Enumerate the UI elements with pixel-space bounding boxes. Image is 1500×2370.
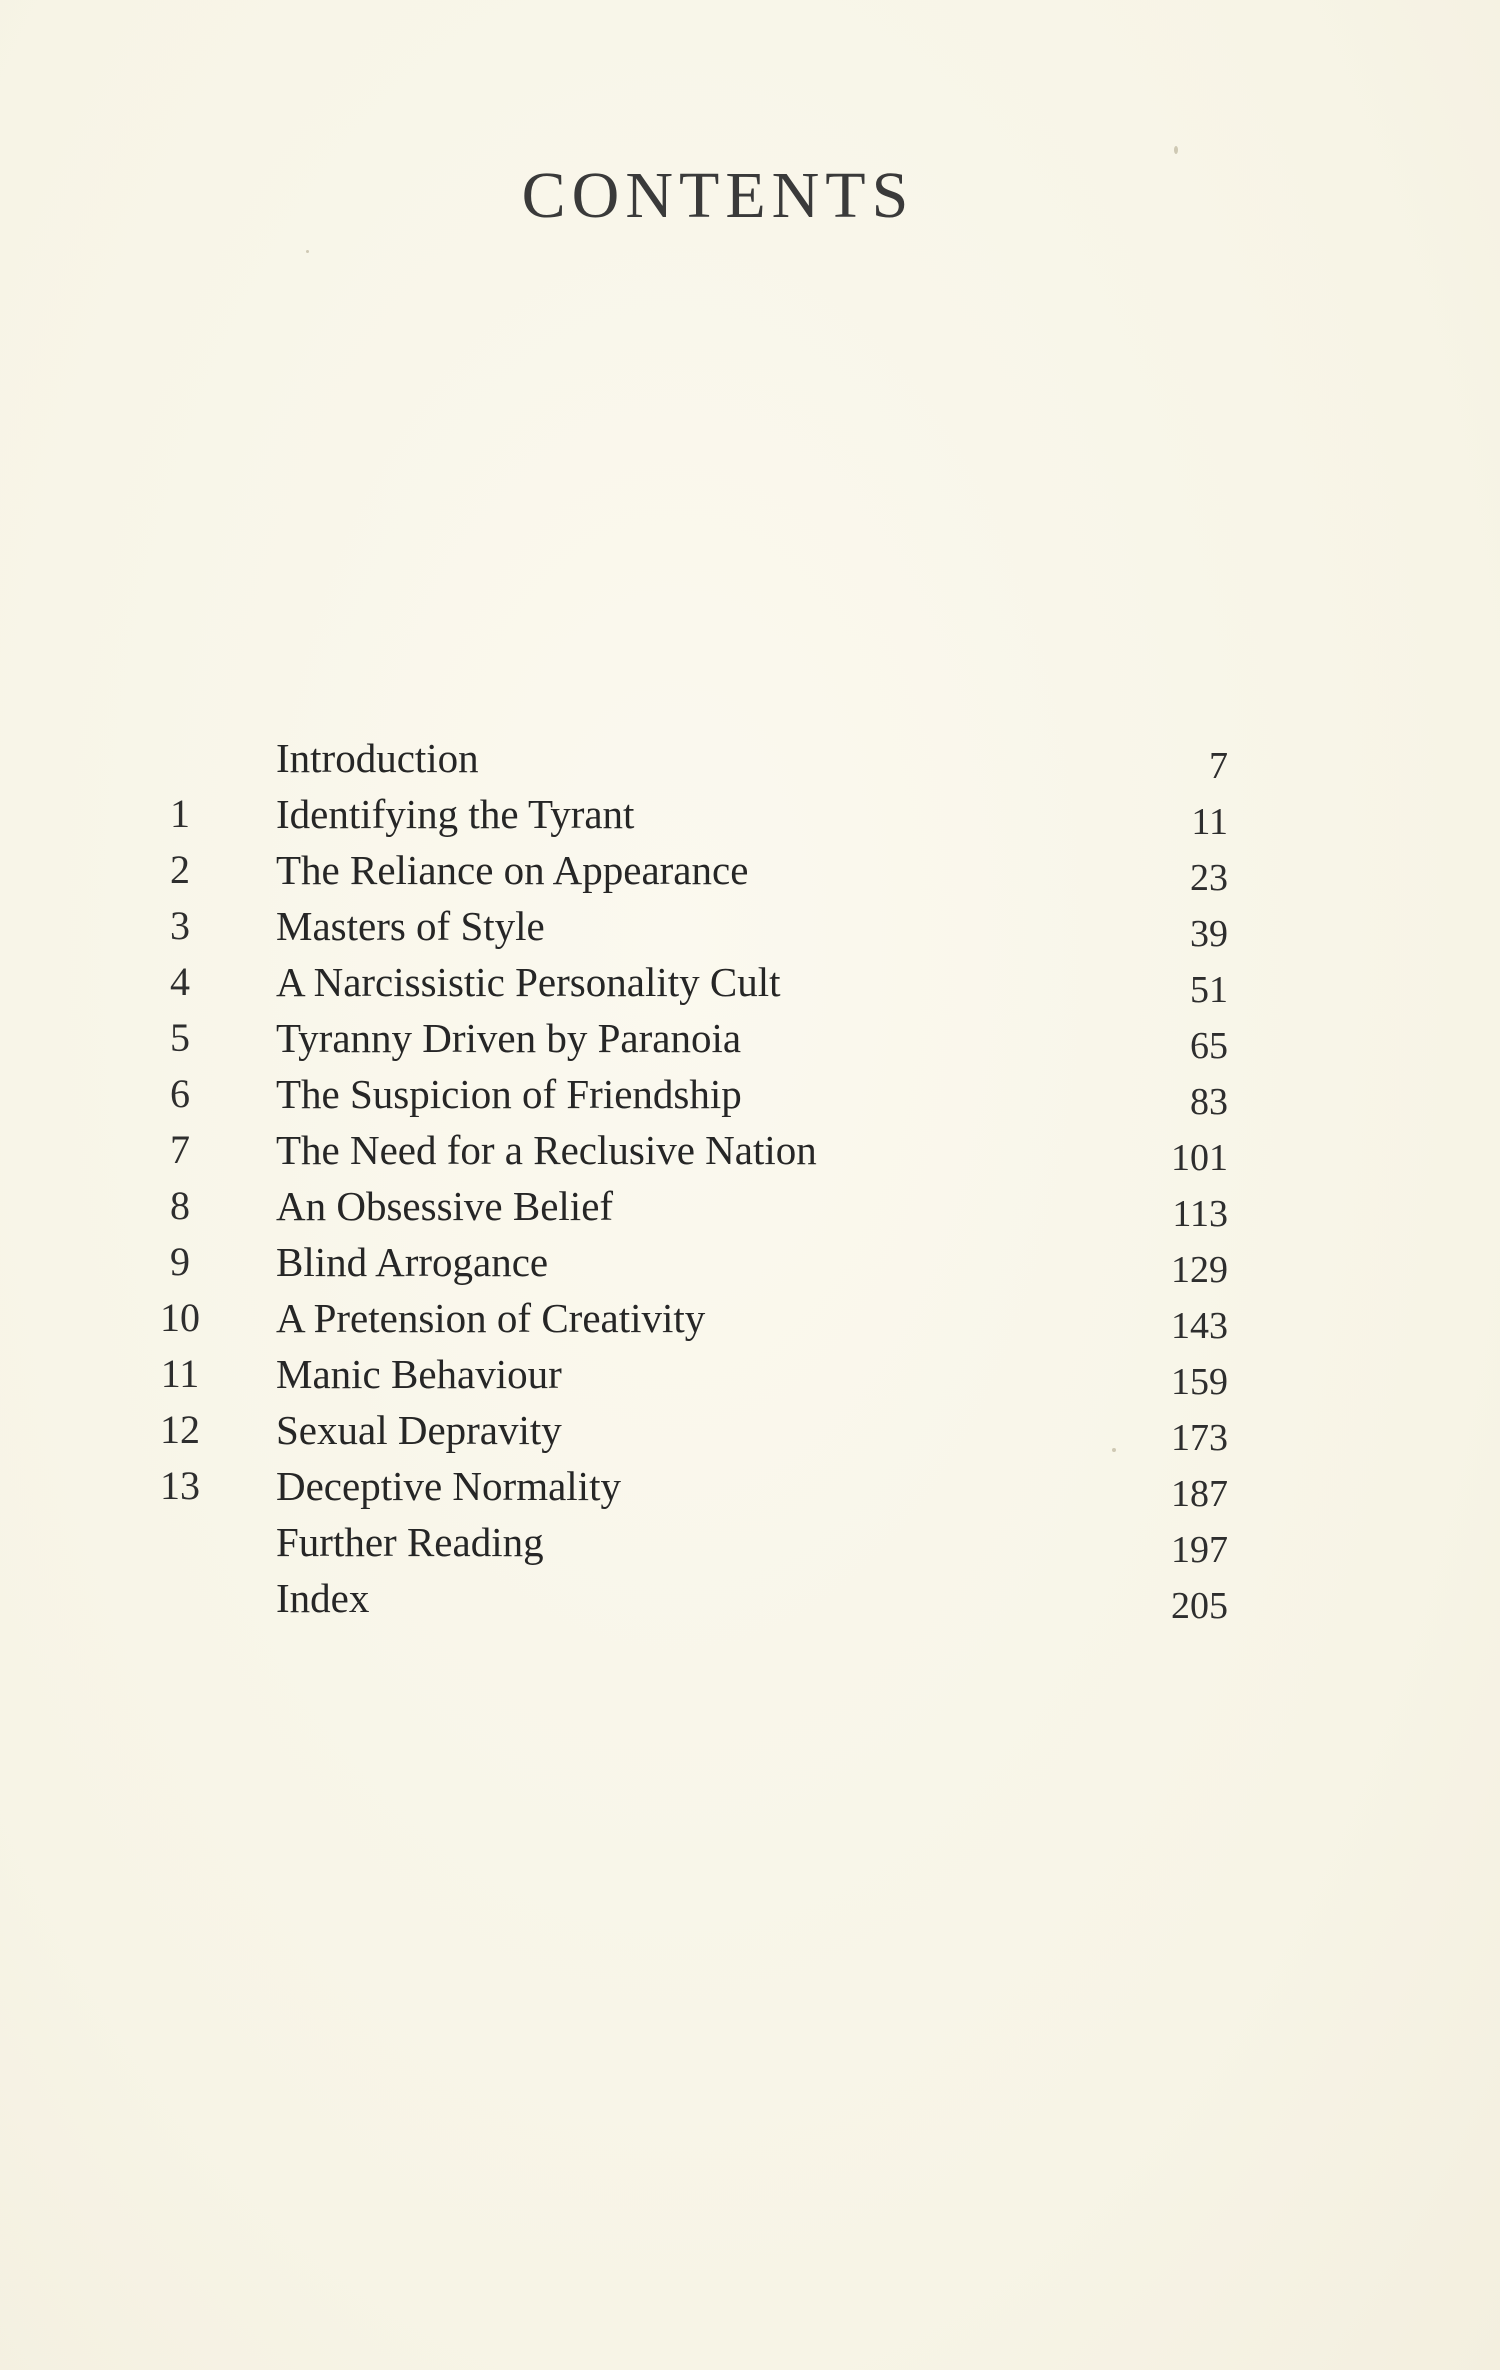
toc-entry <box>0 1010 1500 1066</box>
page-number: 159 <box>1171 1361 1228 1403</box>
toc-entry <box>0 1570 1500 1626</box>
chapter-number: 3 <box>170 903 190 948</box>
page-number: 23 <box>1190 857 1228 899</box>
toc-entry <box>0 842 1500 898</box>
chapter-number: 6 <box>170 1071 190 1116</box>
page-number: 7 <box>1209 745 1228 787</box>
chapter-title: The Reliance on Appearance <box>276 847 749 893</box>
toc-entry <box>0 1346 1500 1402</box>
page-number: 205 <box>1171 1585 1228 1627</box>
chapter-title: Tyranny Driven by Paranoia <box>276 1015 742 1061</box>
toc-entry <box>0 898 1500 954</box>
paper-speck <box>1174 146 1178 154</box>
chapter-title: Deceptive Normality <box>276 1463 621 1509</box>
page-title: CONTENTS <box>521 159 915 232</box>
page-number: 11 <box>1191 801 1228 843</box>
paper-speck <box>306 250 309 253</box>
chapter-title: An Obsessive Belief <box>276 1183 614 1229</box>
chapter-number: 9 <box>170 1239 190 1284</box>
chapter-title: A Narcissistic Personality Cult <box>276 959 781 1005</box>
page-number: 83 <box>1190 1081 1228 1123</box>
chapter-number: 7 <box>170 1127 190 1172</box>
chapter-number: 10 <box>160 1295 200 1340</box>
toc-entry <box>0 1402 1500 1458</box>
chapter-title: Sexual Depravity <box>276 1407 562 1453</box>
page-number: 173 <box>1171 1417 1228 1459</box>
page-number: 197 <box>1171 1529 1228 1571</box>
chapter-number: 4 <box>170 959 190 1004</box>
page-number: 101 <box>1171 1137 1228 1179</box>
chapter-number: 13 <box>160 1463 200 1508</box>
toc-entry <box>0 954 1500 1010</box>
table-of-contents <box>0 730 1500 1626</box>
toc-entry <box>0 1066 1500 1122</box>
chapter-number: 2 <box>170 847 190 892</box>
toc-entry <box>0 730 1500 786</box>
page-number: 39 <box>1190 913 1228 955</box>
chapter-number: 12 <box>160 1407 200 1452</box>
page-number: 51 <box>1190 969 1228 1011</box>
toc-entry <box>0 1514 1500 1570</box>
chapter-number: 5 <box>170 1015 190 1060</box>
chapter-title: Further Reading <box>276 1519 544 1565</box>
chapter-number: 1 <box>170 791 190 836</box>
chapter-title: Blind Arrogance <box>276 1239 549 1285</box>
toc-entry <box>0 1178 1500 1234</box>
chapter-number: 8 <box>170 1183 190 1228</box>
chapter-title: Manic Behaviour <box>276 1351 562 1397</box>
chapter-title: The Suspicion of Friendship <box>276 1071 742 1117</box>
toc-entry <box>0 1234 1500 1290</box>
paper-speck <box>1112 1448 1116 1452</box>
toc-entry <box>0 1122 1500 1178</box>
toc-entry <box>0 1290 1500 1346</box>
page-number: 187 <box>1171 1473 1228 1515</box>
chapter-title: Masters of Style <box>276 903 545 949</box>
page-number: 65 <box>1190 1025 1228 1067</box>
page-number: 129 <box>1171 1249 1228 1291</box>
page-number: 113 <box>1172 1193 1228 1235</box>
toc-entry <box>0 786 1500 842</box>
chapter-title: A Pretension of Creativity <box>276 1295 706 1341</box>
chapter-title: Index <box>276 1575 370 1621</box>
toc-entry <box>0 1458 1500 1514</box>
page-number: 143 <box>1171 1305 1228 1347</box>
chapter-title: The Need for a Reclusive Nation <box>276 1127 817 1173</box>
chapter-title: Introduction <box>276 735 479 781</box>
chapter-number: 11 <box>160 1351 200 1396</box>
chapter-title: Identifying the Tyrant <box>276 791 635 837</box>
